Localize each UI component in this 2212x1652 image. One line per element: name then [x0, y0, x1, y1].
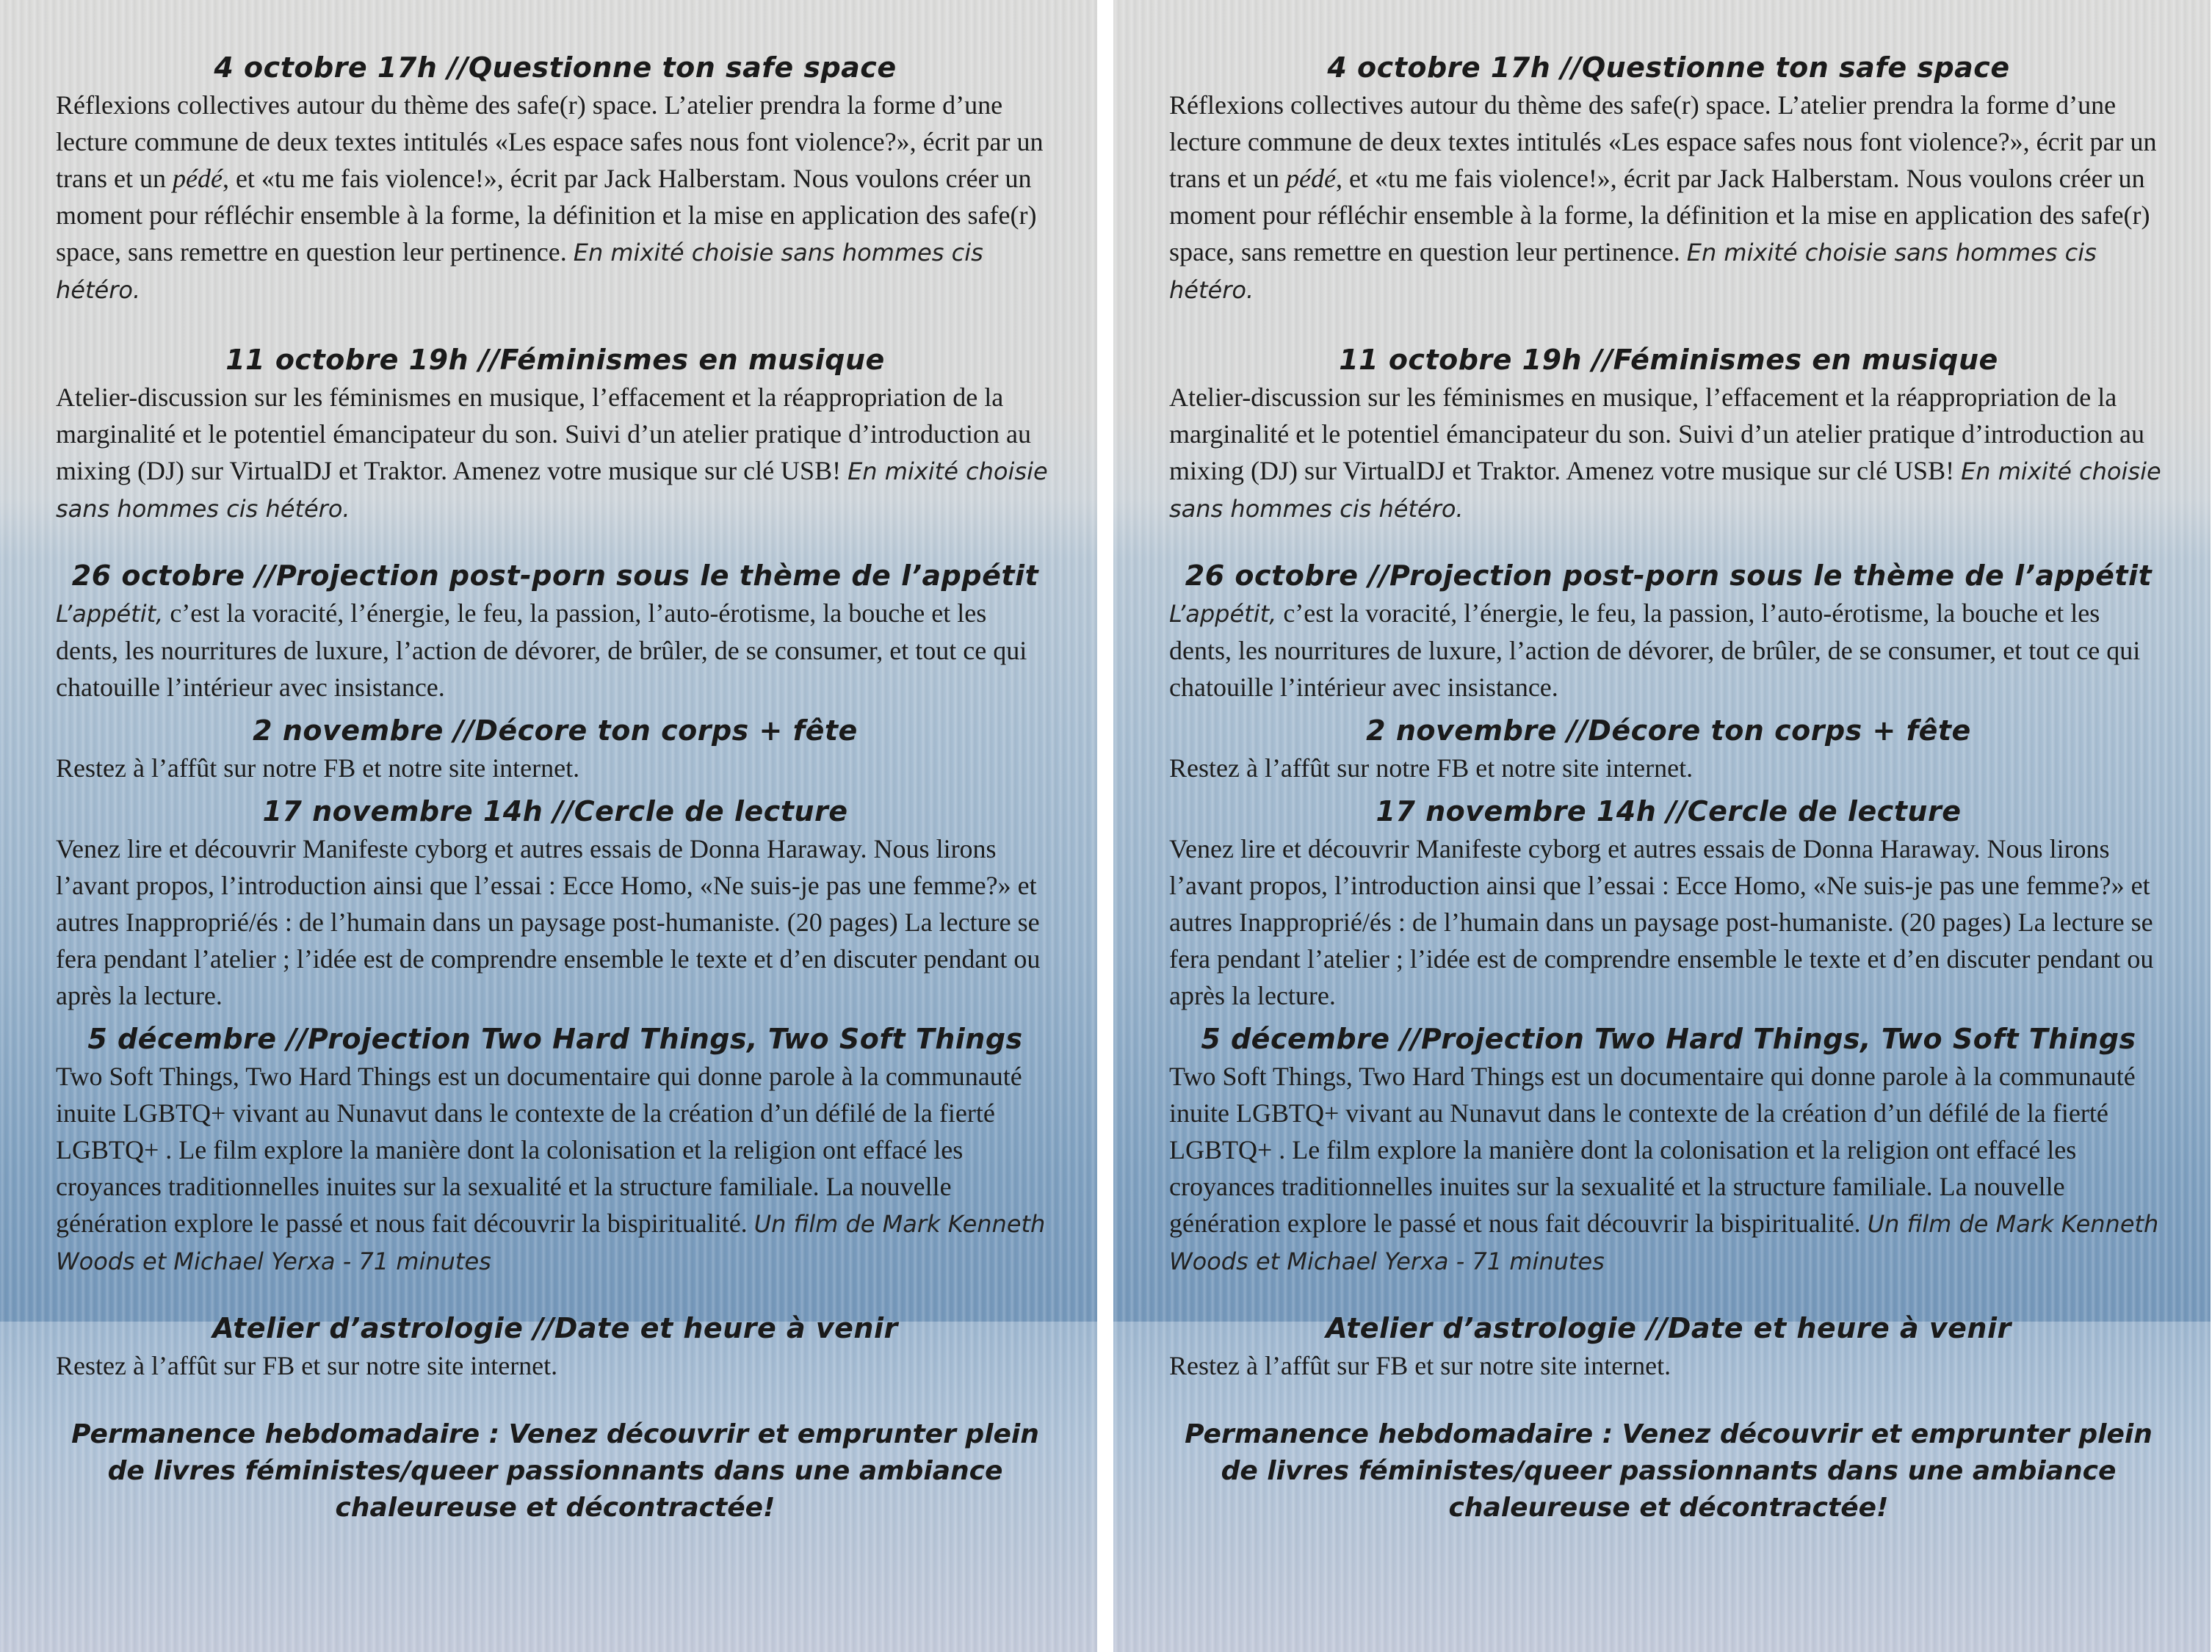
permanence-notice: Permanence hebdomadaire : Venez découvrir et emprunter plein de livres féministes/queer passionnants dans une ambiance chaleureuse et décontractée! — [71, 1419, 1039, 1523]
event-decore-corps — [1169, 711, 2168, 786]
event-note: En mixité choisie sans hommes cis hétéro. — [56, 457, 1048, 523]
event-lead: L’appétit, — [1169, 600, 1277, 628]
event-lead: L’appétit, — [56, 600, 164, 628]
event-description: L’appétit, c’est la voracité, l’énergie, le feu, la passion, l’auto-érotisme, la bouche et les dents, les nourritures de luxure, l’action de dévorer, de brûler, de se consumer, et tout ce qui chatouille l’intérieur avec insistance. — [56, 598, 1027, 702]
event-title: 2 novembre //Décore ton corps + fête — [1366, 714, 1971, 747]
event-title: 5 décembre //Projection Two Hard Things, Two Soft Things — [1201, 1023, 2136, 1055]
event-description: Atelier-discussion sur les féminismes en musique, l’effacement et la réappropriation de la marginalité et le potentiel émancipateur du son. Suivi d’un atelier pratique d’introduction au mixing (DJ) sur VirtualDJ et Traktor. Amenez votre musique sur clé USB! En mixité choisie sans hommes cis hétéro. — [1169, 383, 2161, 523]
event-post-porn — [56, 557, 1055, 706]
event-title: 4 octobre 17h //Questionne ton safe space — [1327, 51, 2010, 84]
event-title: 26 octobre //Projection post-porn sous le thème de l’appétit — [1185, 559, 2153, 592]
event-description: Atelier-discussion sur les féminismes en musique, l’effacement et la réappropriation de la marginalité et le potentiel émancipateur du son. Suivi d’un atelier pratique d’introduction au mixing (DJ) sur VirtualDJ et Traktor. Amenez votre musique sur clé USB! En mixité choisie sans hommes cis hétéro. — [56, 383, 1048, 523]
event-description: L’appétit, c’est la voracité, l’énergie, le feu, la passion, l’auto-érotisme, la bouche et les dents, les nourritures de luxure, l’action de dévorer, de brûler, de se consumer, et tout ce qui chatouille l’intérieur avec insistance. — [1169, 598, 2141, 702]
event-note: Un film de Mark Kenneth Woods et Michael Yerxa - 71 minutes — [56, 1210, 1046, 1275]
flyer-panel-right — [1113, 0, 2211, 1652]
event-cercle-lecture — [56, 792, 1055, 1014]
event-description: Restez à l’affût sur FB et sur notre site internet. — [56, 1351, 558, 1380]
event-decore-corps — [56, 711, 1055, 786]
event-astrologie — [56, 1309, 1055, 1384]
event-projection-two-things — [56, 1020, 1055, 1280]
panel-content — [1169, 48, 2168, 1526]
event-description: Réflexions collectives autour du thème des safe(r) space. L’atelier prendra la forme d’une lecture commune de deux textes intitulés «Les espace safes nous font violence?», écrit par un trans et un pédé, et «tu me fais violence!», écrit par Jack Halberstam. Nous voulons créer un moment pour réfléchir ensemble à la forme, la définition et la mise en application des safe(r) space, sans remettre en question leur pertinence. En mixité choisie sans hommes cis hétéro. — [56, 90, 1044, 304]
event-title: 5 décembre //Projection Two Hard Things, Two Soft Things — [87, 1023, 1023, 1055]
event-description: Restez à l’affût sur notre FB et notre site internet. — [1169, 753, 1694, 783]
event-description: Restez à l’affût sur notre FB et notre site internet. — [56, 753, 580, 783]
event-title: Atelier d’astrologie //Date et heure à venir — [212, 1312, 898, 1344]
event-title: 26 octobre //Projection post-porn sous le thème de l’appétit — [71, 559, 1039, 592]
event-note: En mixité choisie sans hommes cis hétéro. — [1169, 457, 2161, 523]
event-safe-space — [56, 48, 1055, 308]
event-feminismes-musique — [1169, 341, 2168, 527]
event-post-porn — [1169, 557, 2168, 706]
permanence-notice: Permanence hebdomadaire : Venez découvrir et emprunter plein de livres féministes/queer passionnants dans une ambiance chaleureuse et décontractée! — [1185, 1419, 2153, 1523]
event-description: Two Soft Things, Two Hard Things est un documentaire qui donne parole à la communauté inuite LGBTQ+ vivant au Nunavut dans le contexte de la création d’un défilé de la fierté LGBTQ+ . Le film explore la manière dont la colonisation et la religion ont effacé les croyances traditionnelles inuites sur la sexualité et la structure familiale. La nouvelle génération explore le passé et nous fait découvrir la bispiritualité. Un film de Mark Kenneth Woods et Michael Yerxa - 71 minutes — [56, 1062, 1046, 1275]
event-astrologie — [1169, 1309, 2168, 1384]
event-title: 4 octobre 17h //Questionne ton safe space — [214, 51, 897, 84]
event-title: 17 novembre 14h //Cercle de lecture — [262, 795, 848, 827]
event-feminismes-musique — [56, 341, 1055, 527]
event-title: Atelier d’astrologie //Date et heure à venir — [1326, 1312, 2012, 1344]
panel-content — [56, 48, 1055, 1526]
panel-divider — [1097, 0, 1113, 1652]
event-projection-two-things — [1169, 1020, 2168, 1280]
event-title: 17 novembre 14h //Cercle de lecture — [1376, 795, 1962, 827]
event-note: En mixité choisie sans hommes cis hétéro. — [56, 239, 983, 304]
event-title: 11 octobre 19h //Féminismes en musique — [1339, 344, 1998, 376]
event-description: Réflexions collectives autour du thème des safe(r) space. L’atelier prendra la forme d’une lecture commune de deux textes intitulés «Les espace safes nous font violence?», écrit par un trans et un pédé, et «tu me fais violence!», écrit par Jack Halberstam. Nous voulons créer un moment pour réfléchir ensemble à la forme, la définition et la mise en application des safe(r) space, sans remettre en question leur pertinence. En mixité choisie sans hommes cis hétéro. — [1169, 90, 2157, 304]
event-cercle-lecture — [1169, 792, 2168, 1014]
event-description: Restez à l’affût sur FB et sur notre site internet. — [1169, 1351, 1671, 1380]
event-description: Venez lire et découvrir Manifeste cyborg et autres essais de Donna Haraway. Nous lirons l’avant propos, l’introduction ainsi que l’essai : Ecce Homo, «Ne suis-je pas une femme?» et autres Inapproprié/és : de l’humain dans un paysage post-humaniste. (20 pages) La lecture se fera pendant l’atelier ; l’idée est de comprendre ensemble le texte et d’en discuter pendant ou après la lecture. — [1169, 834, 2154, 1010]
event-safe-space — [1169, 48, 2168, 308]
event-title: 2 novembre //Décore ton corps + fête — [253, 714, 858, 747]
event-note: En mixité choisie sans hommes cis hétéro. — [1169, 239, 2097, 304]
event-description: Two Soft Things, Two Hard Things est un documentaire qui donne parole à la communauté inuite LGBTQ+ vivant au Nunavut dans le contexte de la création d’un défilé de la fierté LGBTQ+ . Le film explore la manière dont la colonisation et la religion ont effacé les croyances traditionnelles inuites sur la sexualité et la structure familiale. La nouvelle génération explore le passé et nous fait découvrir la bispiritualité. Un film de Mark Kenneth Woods et Michael Yerxa - 71 minutes — [1169, 1062, 2159, 1275]
flyer-panel-left — [0, 0, 1097, 1652]
event-description: Venez lire et découvrir Manifeste cyborg et autres essais de Donna Haraway. Nous lirons l’avant propos, l’introduction ainsi que l’essai : Ecce Homo, «Ne suis-je pas une femme?» et autres Inapproprié/és : de l’humain dans un paysage post-humaniste. (20 pages) La lecture se fera pendant l’atelier ; l’idée est de comprendre ensemble le texte et d’en discuter pendant ou après la lecture. — [56, 834, 1041, 1010]
event-note: Un film de Mark Kenneth Woods et Michael Yerxa - 71 minutes — [1169, 1210, 2159, 1275]
event-title: 11 octobre 19h //Féminismes en musique — [225, 344, 885, 376]
